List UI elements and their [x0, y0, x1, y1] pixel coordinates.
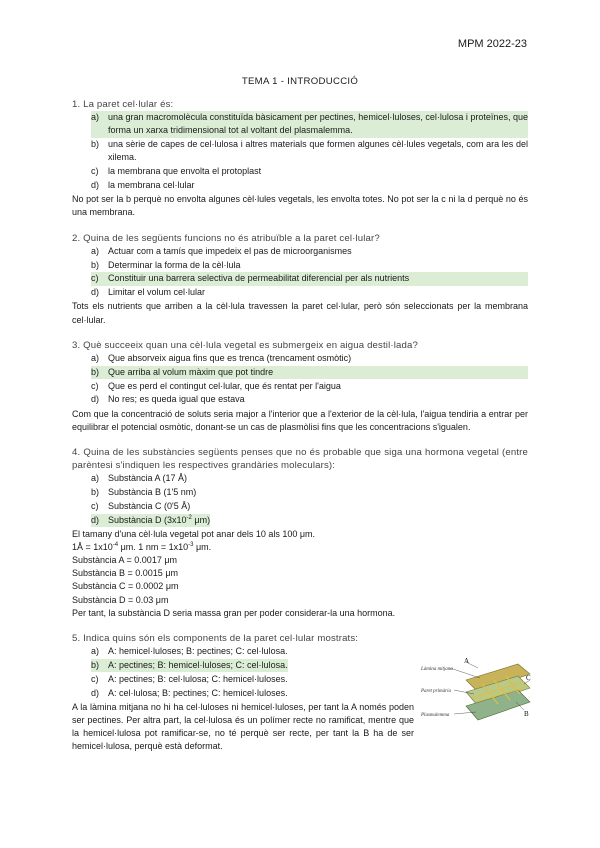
option-a: a) Que absorveix aigua fins que es trenca (trencament osmòtic)	[72, 352, 528, 365]
option-text: Determinar la forma de la cèl·lula	[108, 259, 241, 270]
size-note: El tamany d'una cèl·lula vegetal pot anar dels 10 als 100 μm.	[72, 528, 316, 539]
document-title: TEMA 1 - INTRODUCCIÓ	[241, 76, 359, 87]
options-list	[72, 245, 528, 300]
option-text: Substància A (17 Å)	[108, 473, 188, 484]
option-text: A: cel·lulosa; B: pectines; C: hemicel·luloses.	[108, 687, 288, 698]
option-text: No res; es queda igual que estava	[108, 394, 245, 405]
question-4	[72, 446, 528, 620]
option-text: A: pectines; B: hemicel·luloses; C: cel·lulosa.	[108, 659, 288, 672]
explanation: A la làmina mitjana no hi ha cel·luloses ni hemicel·luloses, per tant la A només poden ser pectines. Per altra part, la cel·lulosa és un polímer recte no ramificat, mentre que la hemicel·lulosa pot ramificar-se, no té perquè ser recte, per tant la B ha de ser hemicel·lulosa, perquè està deformat.	[72, 701, 414, 752]
question-text: 5. Indica quins són els components de la paret cel·lular mostrats:	[72, 633, 359, 645]
option-text: una gran macromolècula constituïda bàsicament per pectines, hemicel·luloses, cel·lulosa i proteïnes, que forma un xarxa tridimensional tot al voltant del plasmalemma.	[108, 111, 528, 137]
question-5	[72, 632, 531, 754]
option-a: a) A: hemicel·luloses; B: pectines; C: cel·lulosa.	[72, 645, 528, 658]
option-d: d) No res; es queda igual que estava	[72, 393, 528, 406]
explanation: No pot ser la b perquè no envolta algunes cèl·lules vegetals, les envolta totes. No pot ser la c ni la d perquè no és una membrana.	[72, 194, 528, 218]
question-text: 3. Què succeeix quan una cèl·lula vegetal es submergeix en aigua destil·lada?	[72, 339, 418, 351]
option-text: Substància D ($3x10^{-2}$ μm)	[108, 514, 210, 527]
explanation: Tots els nutrients que arriben a la cèl·lula travessen la paret cel·lular, però són seleccionats per la membrana cel·lular.	[72, 301, 528, 325]
question-2	[72, 232, 528, 327]
option-text: la membrana que envolta el protoplast	[108, 166, 262, 177]
option-c: c) Que es perd el contingut cel·lular, que és rentat per l'aigua	[72, 380, 528, 393]
option-b: b) una sèrie de capes de cel·lulosa i altres materials que formen algunes cèl·lules vegetals, com ara les del xilema.	[72, 138, 528, 164]
question-1	[72, 98, 528, 220]
value-d: Substància D = 0.03 μm	[72, 594, 169, 605]
option-text: Que es perd el contingut cel·lular, que és rentat per l'aigua	[108, 380, 341, 391]
option-a: a) Substància A (17 Å)	[72, 472, 528, 485]
diagram-marker-c: C	[526, 674, 531, 683]
option-c: c) Constituir una barrera selectiva de permeabilitat diferencial per als nutrients	[72, 272, 528, 285]
option-text: Substància B (1'5 nm)	[108, 487, 197, 498]
question-text: 4. Quina de les substàncies següents penses que no és probable que siga una hormona vegetal (entre parèntesi s'indiquen les respectives grandàries moleculars):	[72, 447, 528, 472]
option-text: una sèrie de capes de cel·lulosa i altres materials que formen algunes cèl·lules vegetals, com ara les del xilema.	[108, 139, 528, 163]
option-a: a) Actuar com a tamís que impedeix el pas de microorganismes	[72, 245, 528, 258]
option-text: Que arriba al volum màxim que pot tindre	[108, 366, 528, 379]
option-d: d) A: cel·lulosa; B: pectines; C: hemicel·luloses.	[72, 687, 528, 700]
diagram-label: Paret primària	[421, 689, 451, 695]
options-list	[72, 472, 528, 527]
question-text: 2. Quina de les següents funcions no és atribuïble a la paret cel·lular?	[72, 232, 380, 244]
unit-conversion: 1Å = $1x10^{-4}$ μm. 1 nm = $1x10^{-3}$ μm.	[72, 541, 212, 552]
question-text: 1. La paret cel·lular és:	[72, 99, 174, 110]
conclusion: Per tant, la substància D seria massa gran per poder considerar-la una hormona.	[72, 607, 396, 618]
option-text: Que absorveix aigua fins que es trenca (trencament osmòtic)	[108, 353, 352, 364]
option-text: la membrana cel·lular	[108, 180, 195, 190]
option-c: c) la membrana que envolta el protoplast	[72, 165, 528, 178]
diagram-marker-a: A	[464, 657, 470, 666]
option-d: d) Substància D ($3x10^{-2}$ μm)	[72, 514, 528, 527]
document-body	[72, 98, 531, 766]
options-list	[72, 111, 528, 192]
value-c: Substància C = 0.0002 μm	[72, 581, 179, 592]
diagram-marker-b: B	[524, 710, 529, 719]
question-3	[72, 339, 528, 434]
option-text: Substància C (0'5 Å)	[108, 501, 191, 512]
diagram-label: Làmina mitjana	[421, 667, 453, 673]
option-c: c) A: pectines; B: cel·lulosa; C: hemicel·luloses.	[72, 673, 528, 686]
cell-wall-diagram	[420, 654, 532, 734]
option-text: Constituir una barrera selectiva de permeabilitat diferencial per als nutrients	[108, 272, 528, 285]
page-header-code: MPM 2022-23	[457, 38, 527, 50]
option-d: d) Limitar el volum cel·lular	[72, 286, 528, 299]
value-a: Substància A = 0.0017 μm	[72, 555, 178, 566]
option-text: A: hemicel·luloses; B: pectines; C: cel·lulosa.	[108, 646, 288, 657]
option-b: b) Determinar la forma de la cèl·lula	[72, 259, 528, 272]
value-b: Substància B = 0.0015 μm	[72, 568, 179, 579]
options-list	[72, 352, 528, 407]
option-text: Actuar com a tamís que impedeix el pas de microorganismes	[108, 245, 352, 256]
option-a: a) una gran macromolècula constituïda bàsicament per pectines, hemicel·luloses, cel·lulosa i proteïnes, que forma un xarxa tridimensional tot al voltant del plasmalemma.	[72, 111, 528, 137]
diagram-label: Plasmalemma	[421, 713, 450, 719]
option-b: b) Substància B (1'5 nm)	[72, 486, 528, 499]
option-b: b) Que arriba al volum màxim que pot tindre	[72, 366, 528, 379]
option-b: b) A: pectines; B: hemicel·luloses; C: cel·lulosa.	[72, 659, 528, 672]
option-c: c) Substància C (0'5 Å)	[72, 500, 528, 513]
explanation: Com que la concentració de soluts seria major a l'interior que a l'exterior de la cèl·lula, l'aigua tendiria a entrar per equilibrar el potencial osmòtic, donant-se un cas de plasmòlisi fins que les concentracions s'igualen.	[72, 408, 528, 432]
option-text: A: pectines; B: cel·lulosa; C: hemicel·luloses.	[108, 673, 288, 684]
option-text: Limitar el volum cel·lular	[108, 287, 206, 298]
option-d: d) la membrana cel·lular	[72, 179, 528, 192]
